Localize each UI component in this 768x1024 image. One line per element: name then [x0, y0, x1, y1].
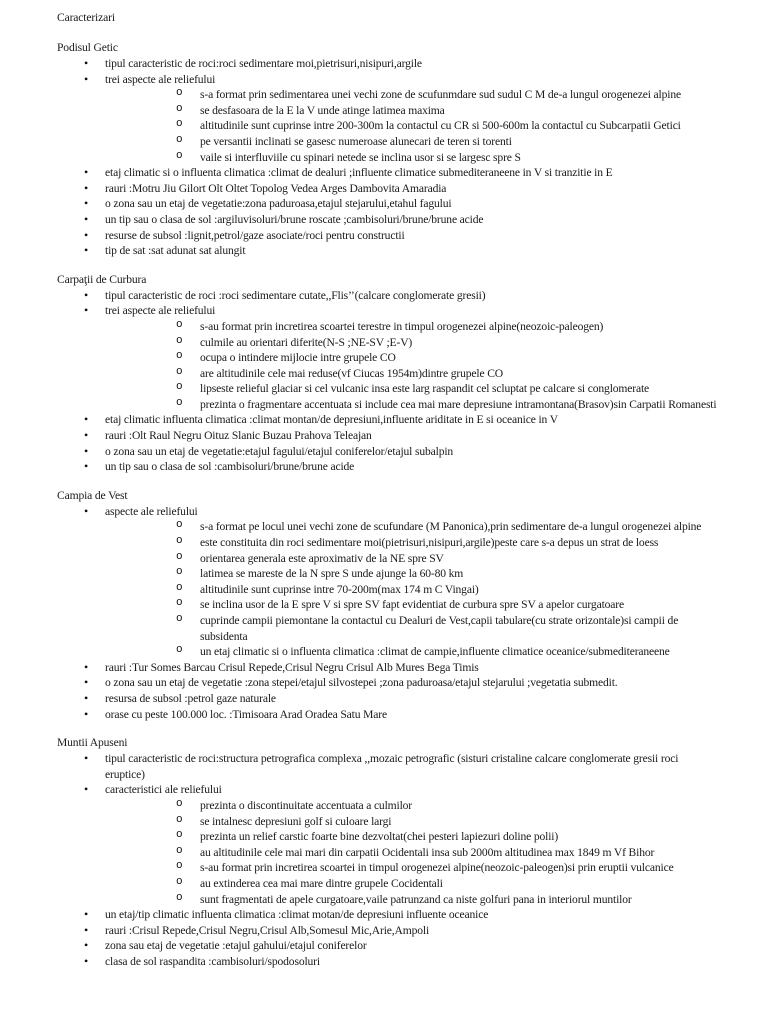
sub-bullet-item: o se desfasoara de la E la V unde atinge latimea maxima — [105, 103, 717, 119]
bullet-item — [57, 412, 717, 428]
section — [57, 735, 717, 969]
sub-bullet-item: o vaile si interfluviile cu spinari netede se inclina usor si se largesc spre S — [105, 150, 717, 166]
bullet-text: rauri :Motru Jiu Gilort Olt Oltet Topolog Vedea Arges Dambovita Amaradia — [105, 181, 447, 195]
bullet-item — [57, 691, 717, 707]
bullet-item — [57, 288, 717, 304]
sub-bullet-item: o s-au format prin incretirea scoartei terestre in timpul orogenezei alpine(neozoic-paleogen) — [105, 319, 717, 335]
bullet-item — [57, 751, 717, 782]
bullet-item — [57, 56, 717, 72]
sub-bullet-item: o sunt fragmentati de apele curgatoare,vaile patrunzand ca niste golfuri pana in interiorul muntilor — [105, 892, 717, 908]
bullet-text: rauri :Tur Somes Barcau Crisul Repede,Crisul Negru Crisul Alb Mures Bega Timis — [105, 660, 479, 674]
bullet-item — [57, 196, 717, 212]
bullet-text: aspecte ale reliefului — [105, 504, 198, 518]
sub-bullet-item: o au extinderea cea mai mare dintre grupele Cocidentali — [105, 876, 717, 892]
sub-bullet-item: o lipseste relieful glaciar si cel vulcanic insa este larg raspandit cel scluptat pe calcare si conglomerate — [105, 381, 717, 397]
sub-bullet-item: o este constituita din roci sedimentare moi(pietrisuri,nisipuri,argile)peste care s-a depus un strat de loess — [105, 535, 717, 551]
bullet-item — [57, 782, 717, 907]
bullet-text: un tip sau o clasa de sol :argiluvisoluri/brune roscate ;cambisoluri/brune/brune acide — [105, 212, 484, 226]
bullet-item — [57, 459, 717, 475]
sub-bullet-item: o cuprinde campii piemontane la contactul cu Dealuri de Vest,capii tabulare(cu strate orizontale)si campii de subsidenta — [105, 613, 717, 644]
bullet-item — [57, 938, 717, 954]
bullet-text: resurse de subsol :lignit,petrol/gaze asociate/roci pentru constructii — [105, 228, 405, 242]
bullet-item — [57, 212, 717, 228]
bullet-text: etaj climatic si o influenta climatica :climat de dealuri ;influente climatice submediteraneene in V si tranzitie in E — [105, 166, 613, 180]
sub-bullet-item: o altitudinile sunt cuprinse intre 200-300m la contactul cu CR si 500-600m la contactul cu Subcarpatii Getici — [105, 118, 717, 134]
bullet-text: tipul caracteristic de roci:structura petrografica complexa ,,mozaic petrografic (sisturi cristaline calcare conglomerate gresii roci eruptice) — [105, 752, 679, 781]
bullet-item — [57, 72, 717, 166]
sub-bullet-item: o orientarea generala este aproximativ de la NE spre SV — [105, 551, 717, 567]
bullet-text: un tip sau o clasa de sol :cambisoluri/brune/brune acide — [105, 460, 355, 474]
section — [57, 488, 717, 722]
section-title: Carpaţii de Curbura — [57, 272, 147, 286]
bullet-item — [57, 907, 717, 923]
sub-bullet-item: o latimea se mareste de la N spre S unde ajunge la 60-80 km — [105, 566, 717, 582]
sub-bullet-list — [105, 319, 717, 413]
sub-bullet-item: o pe versantii inclinati se gasesc numeroase alunecari de teren si torenti — [105, 134, 717, 150]
sub-bullet-item: o prezinta o discontinuitate accentuata a culmilor — [105, 798, 717, 814]
bullet-text: resursa de subsol :petrol gaze naturale — [105, 691, 276, 705]
bullet-text: o zona sau un etaj de vegetatie:zona paduroasa,etajul stejarului,etahul fagului — [105, 197, 452, 211]
sub-bullet-item: o se intalnesc depresiuni golf si culoare largi — [105, 814, 717, 830]
bullet-text: trei aspecte ale reliefului — [105, 304, 216, 318]
sub-bullet-list — [105, 87, 717, 165]
sub-bullet-item: o altitudinile sunt cuprinse intre 70-200m(max 174 m C Vingai) — [105, 582, 717, 598]
bullet-list — [57, 751, 717, 969]
bullet-item — [57, 181, 717, 197]
bullet-text: rauri :Olt Raul Negru Oituz Slanic Buzau Prahova Teleajan — [105, 429, 372, 443]
bullet-list — [57, 288, 717, 475]
bullet-item — [57, 228, 717, 244]
bullet-text: clasa de sol raspandita :cambisoluri/spodosoluri — [105, 954, 320, 968]
section-title: Muntii Apuseni — [57, 736, 128, 750]
sub-bullet-item: o are altitudinile cele mai reduse(vf Ciucas 1954m)dintre grupele CO — [105, 366, 717, 382]
bullet-text: etaj climatic influenta climatica :climat montan/de depresiuni,influente ariditate in E si oceanice in V — [105, 413, 558, 427]
sub-bullet-item: o s-au format prin incretirea scoartei in timpul orogenezei alpine(neozoic-paleogen)si prin eruptii vulcanice — [105, 860, 717, 876]
document-body — [57, 10, 717, 982]
bullet-text: caracteristici ale reliefului — [105, 783, 222, 797]
sub-bullet-item: o prezinta o fragmentare accentuata si include cea mai mare depresiune intramontana(Brasov)sin Carpatii Romanesti — [105, 397, 717, 413]
sub-bullet-list — [105, 519, 717, 659]
sub-bullet-item: o un etaj climatic si o influenta climatica :climat de campie,influente climatice oceanice/submediteraneene — [105, 644, 717, 660]
bullet-list — [57, 504, 717, 722]
bullet-text: o zona sau un etaj de vegetatie:etajul fagului/etajul coniferelor/etajul subalpin — [105, 444, 454, 458]
sub-bullet-item: o s-a format pe locul unei vechi zone de scufundare (M Panonica),prin sedimentare de-a lungul orogenezei alpine — [105, 519, 717, 535]
sub-bullet-item: o prezinta un relief carstic foarte bine dezvoltat(chei pesteri lapiezuri doline polii) — [105, 829, 717, 845]
bullet-text: tip de sat :sat adunat sat alungit — [105, 244, 246, 258]
sub-bullet-item: o ocupa o intindere mijlocie intre grupele CO — [105, 350, 717, 366]
sub-bullet-item: o culmile au orientari diferite(N-S ;NE-SV ;E-V) — [105, 335, 717, 351]
bullet-item — [57, 165, 717, 181]
bullet-item — [57, 504, 717, 660]
bullet-text: o zona sau un etaj de vegetatie :zona stepei/etajul silvostepei ;zona paduroasa/etajul stejarului ;vegetatia submedit. — [105, 676, 618, 690]
bullet-text: tipul caracteristic de roci :roci sedimentare cutate,,Flis’’(calcare conglomerate gresii) — [105, 288, 486, 302]
bullet-item — [57, 303, 717, 412]
section — [57, 40, 717, 259]
sub-bullet-item: o s-a format prin sedimentarea unei vechi zone de scufunmdare sud sudul C M de-a lungul orogenezei alpine — [105, 87, 717, 103]
bullet-item — [57, 428, 717, 444]
bullet-text: tipul caracteristic de roci:roci sedimentare moi,pietrisuri,nisipuri,argile — [105, 57, 422, 70]
section-title: Campia de Vest — [57, 488, 128, 502]
bullet-item — [57, 923, 717, 939]
bullet-item — [57, 243, 717, 259]
document-title: Caracterizari — [57, 11, 115, 24]
bullet-item — [57, 444, 717, 460]
section — [57, 272, 717, 475]
sub-bullet-item: o se inclina usor de la E spre V si spre SV fapt evidentiat de curbura spre SV a apelor curgatoare — [105, 597, 717, 613]
bullet-text: zona sau etaj de vegetatie :etajul gahului/etajul coniferelor — [105, 939, 367, 953]
bullet-text: trei aspecte ale reliefului — [105, 72, 216, 86]
bullet-text: un etaj/tip climatic influenta climatica :climat motan/de depresiuni influente oceanice — [105, 908, 489, 922]
bullet-item — [57, 675, 717, 691]
bullet-text: orase cu peste 100.000 loc. :Timisoara Arad Oradea Satu Mare — [105, 707, 387, 721]
sections-container — [57, 40, 717, 969]
sub-bullet-item: o au altitudinile cele mai mari din carpatii Ocidentali insa sub 2000m altitudinea max 1849 m Vf Bihor — [105, 845, 717, 861]
bullet-item — [57, 707, 717, 723]
bullet-item — [57, 954, 717, 970]
bullet-list — [57, 56, 717, 259]
sub-bullet-list — [105, 798, 717, 907]
section-title: Podisul Getic — [57, 41, 118, 54]
bullet-item — [57, 660, 717, 676]
bullet-text: rauri :Crisul Repede,Crisul Negru,Crisul Alb,Somesul Mic,Arie,Ampoli — [105, 923, 430, 937]
